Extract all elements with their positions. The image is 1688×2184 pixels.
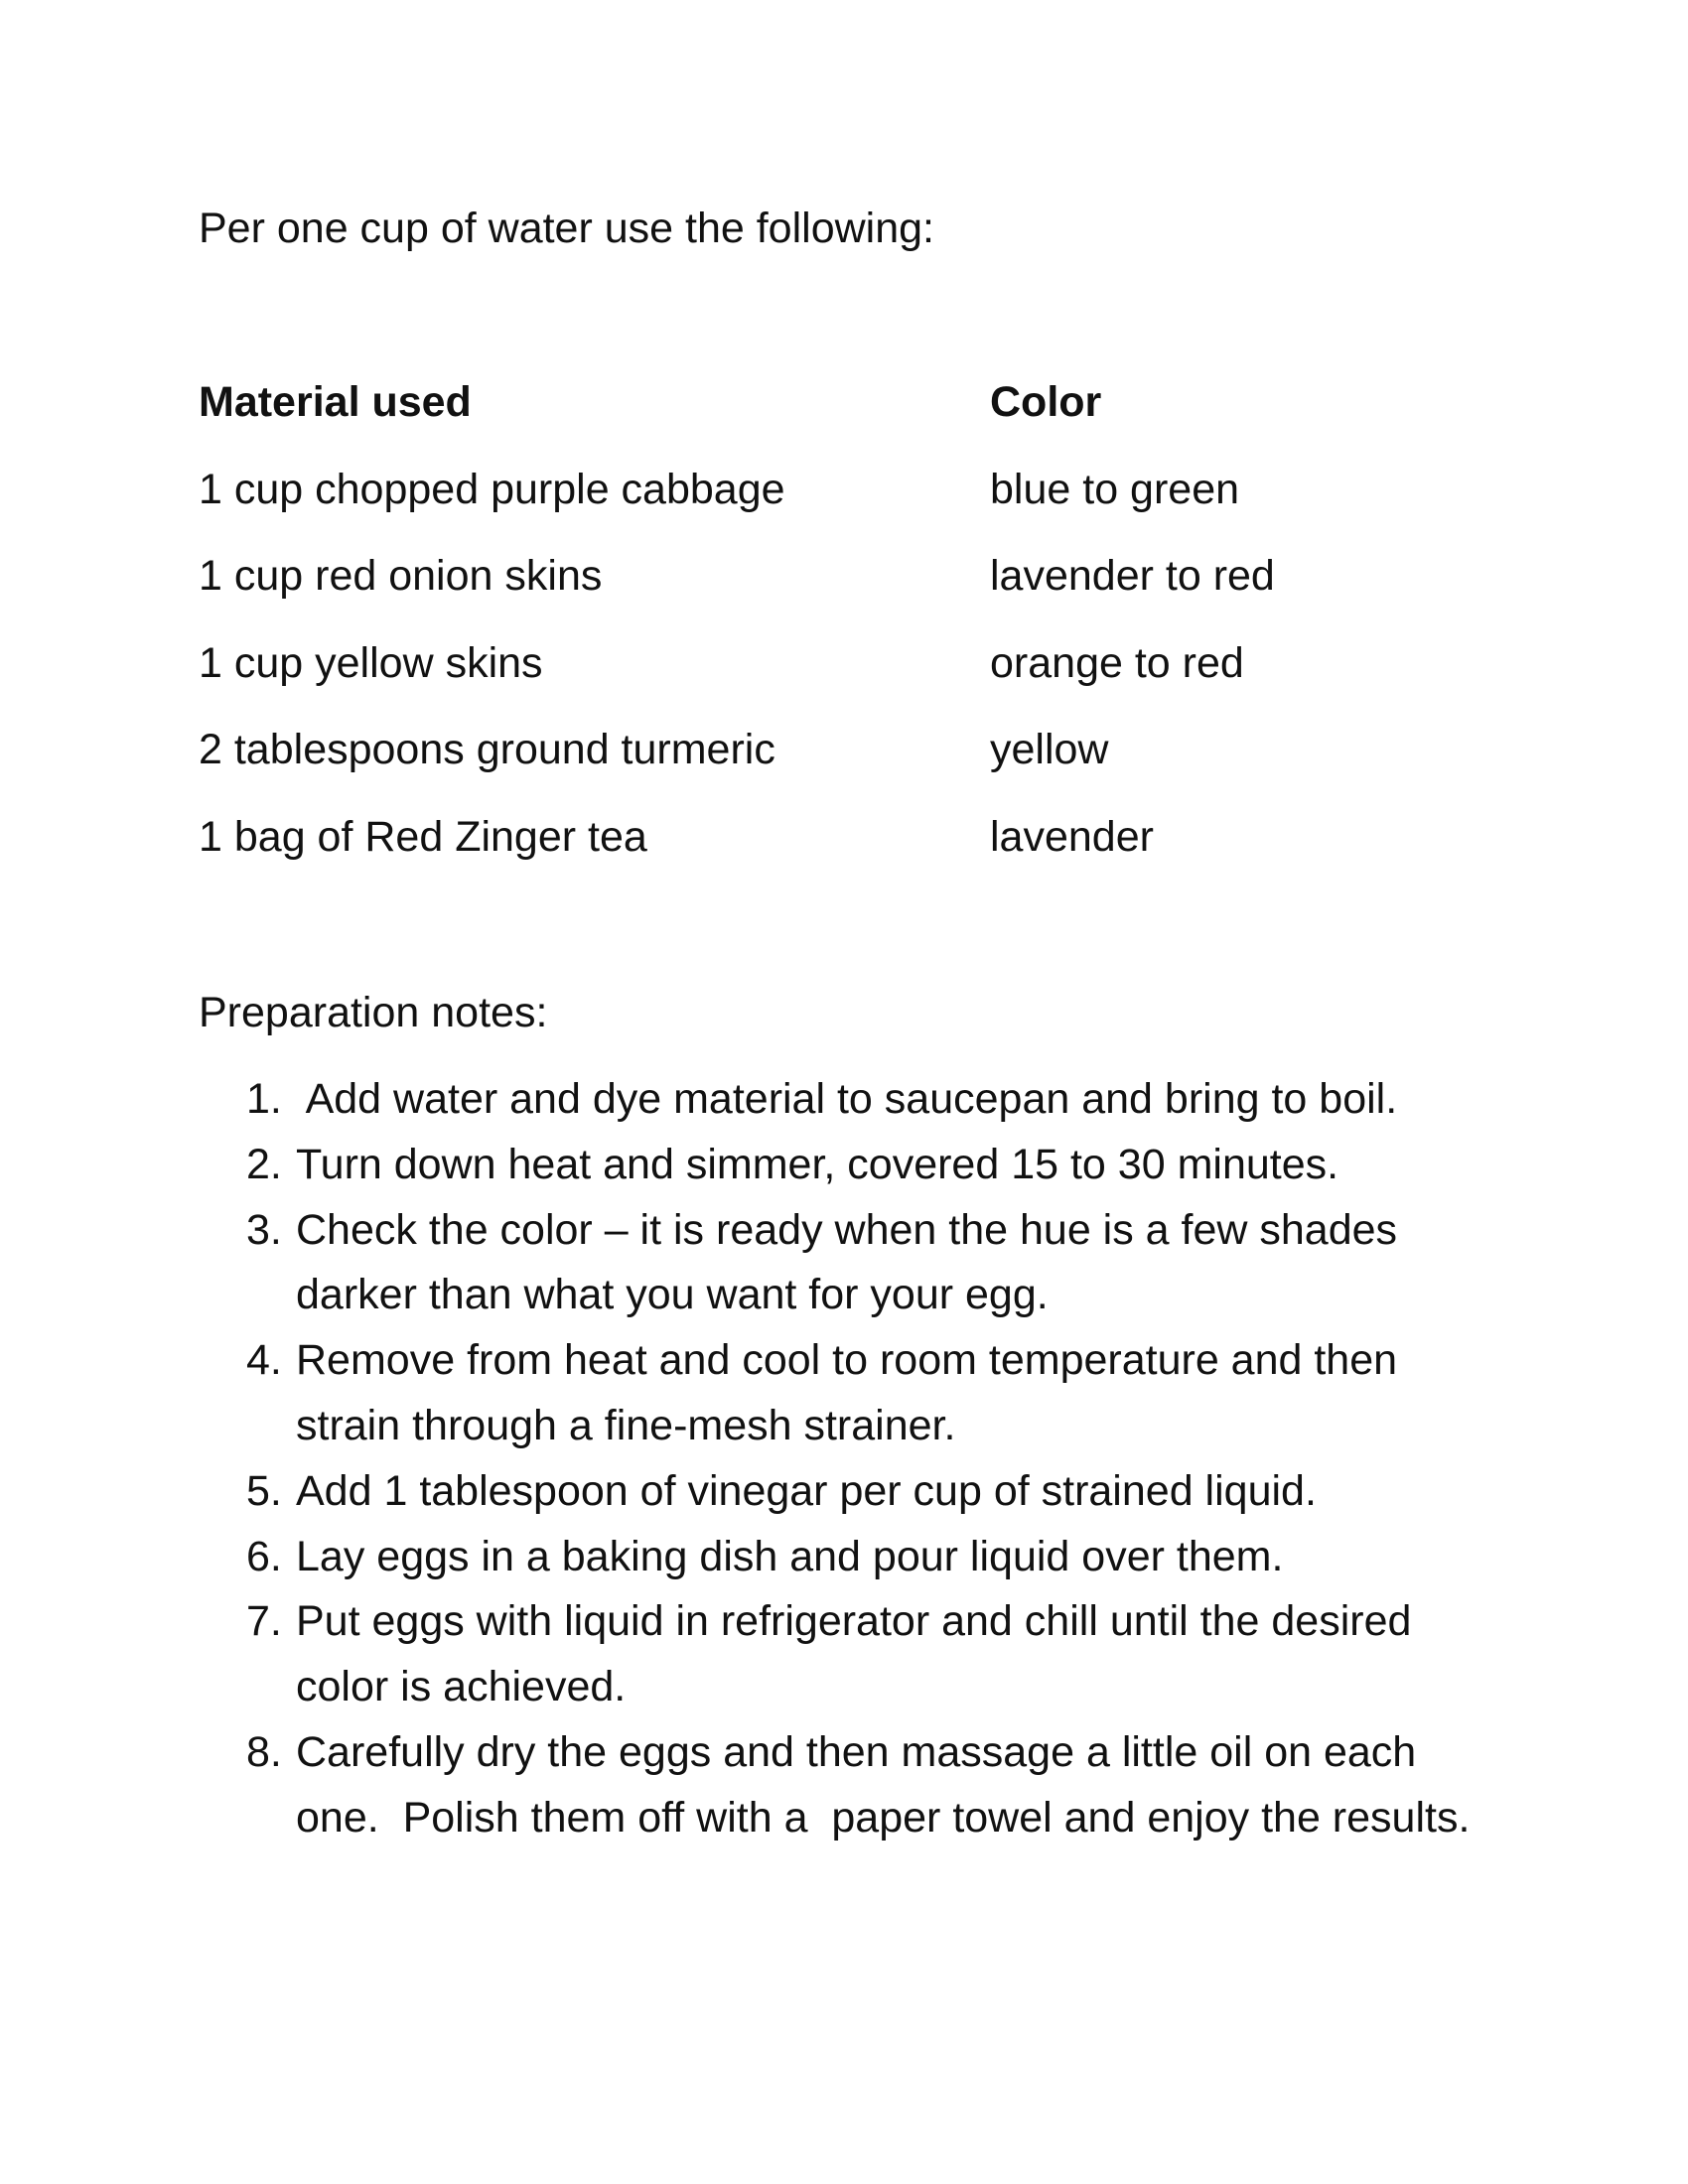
intro-text: Per one cup of water use the following: <box>199 205 934 252</box>
material-cell: 1 cup red onion skins <box>199 552 603 600</box>
dye-materials-table <box>199 372 1489 893</box>
table-header-row <box>199 372 1489 460</box>
header-color: Color <box>990 378 1102 426</box>
step-number: 1. <box>246 1075 282 1123</box>
color-cell: lavender to red <box>990 552 1275 600</box>
list-item <box>246 1720 1497 1851</box>
list-item <box>246 1198 1497 1329</box>
table-row <box>199 460 1489 547</box>
step-text: Check the color – it is ready when the hue is a few shades darker than what you want for your egg. <box>296 1205 1398 1319</box>
step-number: 4. <box>246 1336 282 1385</box>
table-row <box>199 633 1489 721</box>
material-cell: 1 bag of Red Zinger tea <box>199 812 647 861</box>
step-text: Put eggs with liquid in refrigerator and chill until the desired color is achieved. <box>296 1597 1412 1711</box>
list-item <box>246 1525 1497 1590</box>
material-cell: 1 cup chopped purple cabbage <box>199 465 785 513</box>
header-material: Material used <box>199 378 472 426</box>
color-cell: lavender <box>990 812 1154 861</box>
material-cell: 1 cup yellow skins <box>199 638 543 687</box>
table-row <box>199 807 1489 894</box>
preparation-steps-list <box>246 1067 1497 1851</box>
step-number: 7. <box>246 1597 282 1646</box>
material-cell: 2 tablespoons ground turmeric <box>199 726 775 773</box>
list-item <box>246 1133 1497 1198</box>
step-text: Add water and dye material to saucepan and bring to boil. <box>296 1075 1398 1123</box>
list-item <box>246 1589 1497 1720</box>
preparation-title: Preparation notes: <box>199 989 548 1036</box>
color-cell: yellow <box>990 726 1109 773</box>
step-text: Lay eggs in a baking dish and pour liquid over them. <box>296 1532 1284 1580</box>
step-number: 6. <box>246 1532 282 1580</box>
list-item <box>246 1459 1497 1525</box>
step-number: 8. <box>246 1727 282 1776</box>
step-text: Carefully dry the eggs and then massage a little oil on each one. Polish them off with a paper towel and enjoy the results. <box>296 1727 1471 1842</box>
step-text: Turn down heat and simmer, covered 15 to 30 minutes. <box>296 1140 1339 1188</box>
step-number: 5. <box>246 1466 282 1515</box>
color-cell: orange to red <box>990 638 1244 687</box>
step-number: 2. <box>246 1140 282 1188</box>
step-number: 3. <box>246 1205 282 1254</box>
step-text: Remove from heat and cool to room temperature and then strain through a fine-mesh strainer. <box>296 1336 1398 1449</box>
color-cell: blue to green <box>990 465 1240 513</box>
step-text: Add 1 tablespoon of vinegar per cup of strained liquid. <box>296 1466 1317 1515</box>
table-row <box>199 546 1489 633</box>
list-item <box>246 1328 1497 1459</box>
table-row <box>199 720 1489 807</box>
list-item <box>246 1067 1497 1133</box>
